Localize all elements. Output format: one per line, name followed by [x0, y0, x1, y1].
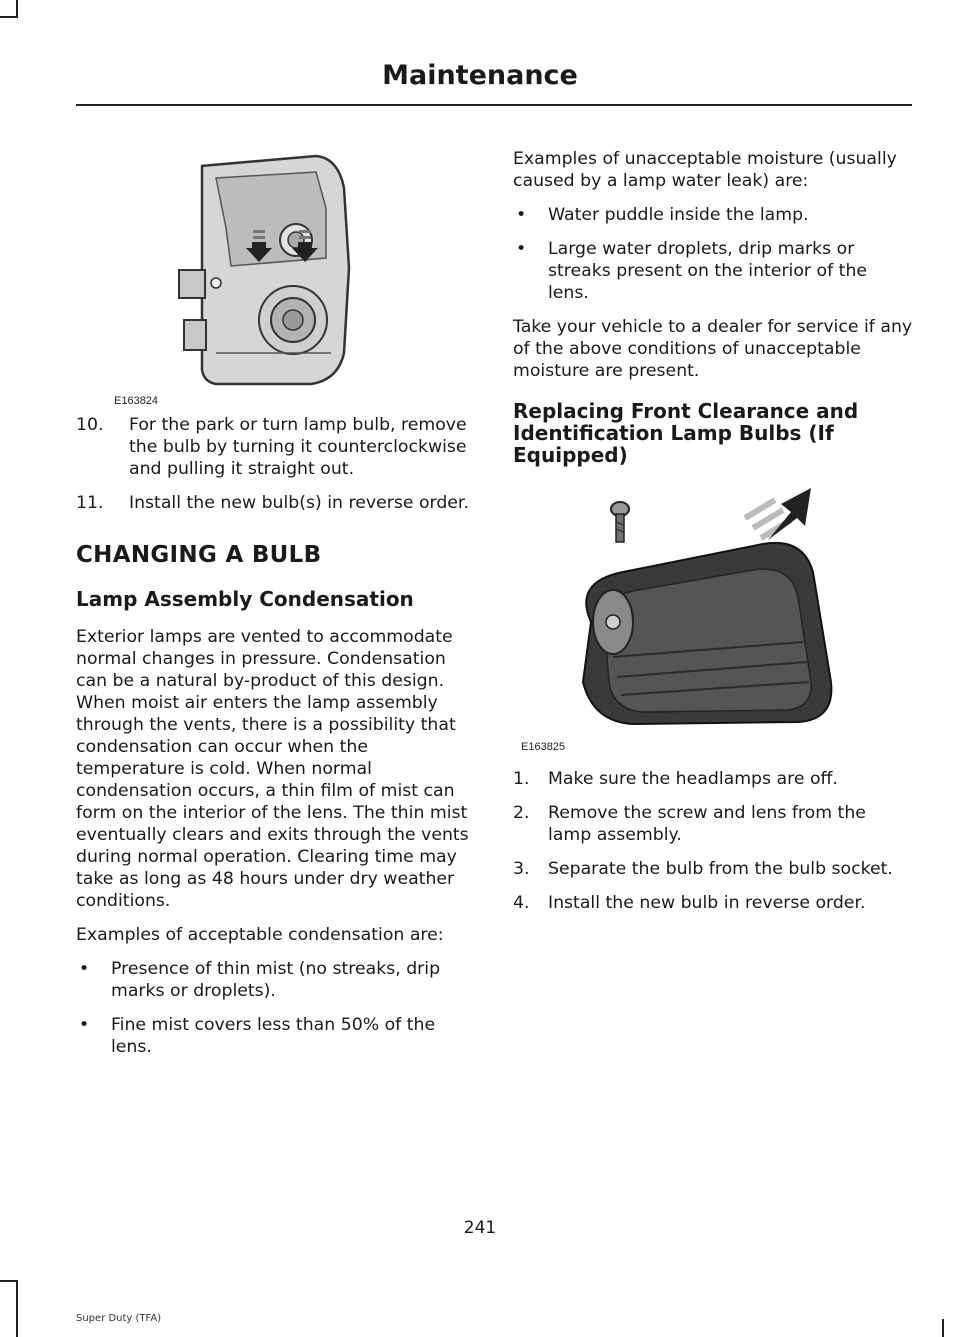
footer-model: Super Duty (TFA)	[76, 1313, 162, 1324]
bullet-icon: •	[79, 1015, 90, 1035]
tail-lamp-figure	[76, 148, 476, 406]
bullet-text: Large water droplets, drip marks or streaks present on the interior of the lens.	[548, 239, 868, 303]
body-paragraph: Exterior lamps are vented to accommodate normal changes in pressure. Condensation can be a natural by-product of this design. When moist air enters the lamp assembly through the vents, there is a possibility that condensation can occur when the temperature is cold. When normal condensation occurs, a thin film of mist can form on the interior of the lens. The thin mist eventually clears and exits through the vents during normal operation. Clearing time may take as long as 48 hours under dry weather conditions.	[76, 627, 469, 911]
body-paragraph: Examples of acceptable condensation are:	[76, 925, 444, 945]
right-column	[513, 148, 913, 926]
step-number: 4.	[513, 893, 530, 913]
bullet-text: Water puddle inside the lamp.	[548, 205, 809, 225]
crop-mark	[0, 16, 18, 18]
list-item	[76, 492, 476, 514]
left-column	[76, 148, 476, 1070]
clearance-lamp-figure	[513, 482, 913, 753]
step-number: 1.	[513, 769, 530, 789]
step-text: Make sure the headlamps are off.	[548, 769, 838, 789]
subsection-heading: Replacing Front Clearance and Identification Lamp Bulbs (If Equipped)	[513, 399, 859, 467]
step-text: Install the new bulb in reverse order.	[548, 893, 866, 913]
crop-mark	[0, 1280, 18, 1282]
step-number: 3.	[513, 859, 530, 879]
bullet-icon: •	[516, 205, 527, 225]
removal-arrow-icon	[745, 488, 811, 540]
step-number: 11.	[76, 493, 104, 513]
bullet-text: Fine mist covers less than 50% of the lens.	[111, 1015, 436, 1057]
step-text: Remove the screw and lens from the lamp assembly.	[548, 803, 866, 845]
list-item	[513, 892, 913, 914]
figure-label: E163824	[114, 395, 159, 407]
step-text: Separate the bulb from the bulb socket.	[548, 859, 893, 879]
bullet-icon: •	[79, 959, 90, 979]
bullet-text: Presence of thin mist (no streaks, drip marks or droplets).	[111, 959, 441, 1001]
screw-icon	[611, 502, 629, 542]
subsection-heading: Lamp Assembly Condensation	[76, 587, 414, 611]
page-title: Maintenance	[382, 60, 578, 91]
page-number: 241	[463, 1218, 497, 1238]
step-number: 10.	[76, 415, 104, 435]
figure-label: E163825	[521, 741, 566, 753]
list-item	[76, 958, 476, 1002]
bullet-icon: •	[516, 239, 527, 259]
section-heading: CHANGING A BULB	[76, 542, 322, 568]
step-text: For the park or turn lamp bulb, remove the bulb by turning it counterclockwise and pulling it straight out.	[129, 415, 467, 479]
list-item	[513, 238, 913, 304]
list-item	[513, 768, 913, 790]
crop-mark	[16, 1280, 18, 1337]
body-paragraph: Examples of unacceptable moisture (usually caused by a lamp water leak) are:	[513, 149, 897, 191]
list-item	[513, 802, 913, 846]
list-item	[513, 858, 913, 880]
crop-mark	[942, 1319, 944, 1337]
body-paragraph: Take your vehicle to a dealer for service if any of the above conditions of unacceptable moisture are present.	[513, 317, 913, 381]
tail-lamp-illustration	[76, 148, 476, 406]
step-number: 2.	[513, 803, 530, 823]
list-item	[513, 204, 913, 226]
list-item	[76, 414, 476, 480]
list-item	[76, 1014, 476, 1058]
clearance-lamp-illustration	[513, 482, 913, 742]
step-text: Install the new bulb(s) in reverse order.	[129, 493, 469, 513]
header-rule	[76, 104, 912, 106]
